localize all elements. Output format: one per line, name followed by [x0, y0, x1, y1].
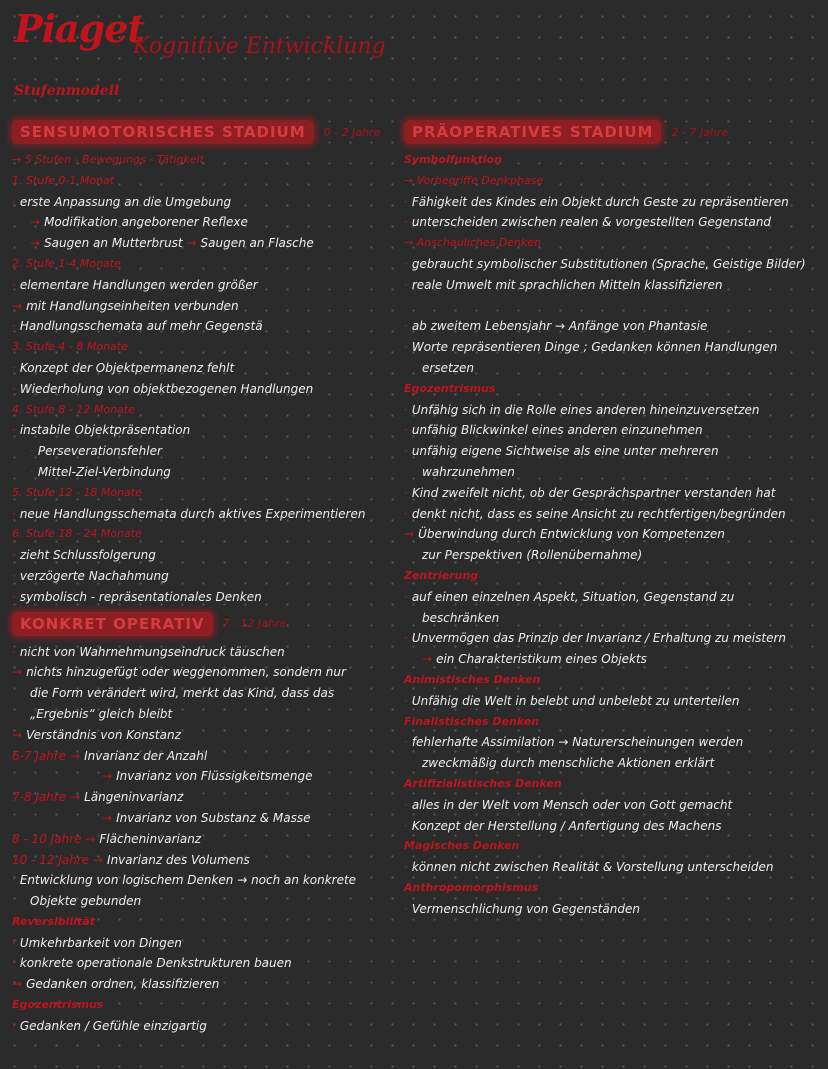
list-item: → Verständnis von Konstanz: [12, 727, 181, 742]
list-item: wahrzunehmen: [422, 464, 515, 479]
list-item: · denkt nicht, dass es seine Ansicht zu rechtfertigen/begründen: [404, 506, 786, 521]
heading-age: 0 - 2 Jahre: [323, 125, 381, 139]
section-heading-konkret-operativ: [12, 610, 402, 638]
invariance-row: 7-8 Jahre → Längeninvarianz: [12, 790, 184, 805]
sublabel-animistisch: Animistisches Denken: [404, 672, 541, 686]
stage-label: 4. Stufe 8 - 12 Monate: [12, 402, 135, 416]
list-item: · Kind zweifelt nicht, ob der Gesprächspartner verstanden hat: [404, 485, 776, 500]
stage-label: 1. Stufe 0-1 Monat: [12, 173, 115, 187]
right-column: [404, 116, 826, 919]
sublabel-magisch: Magisches Denken: [404, 839, 520, 853]
list-item: · symbolisch - repräsentationales Denken: [12, 589, 262, 604]
invariance-row: → Invarianz von Substanz & Masse: [102, 810, 311, 825]
list-item: · Gedanken / Gefühle einzigartig: [12, 1018, 207, 1033]
list-item: · reale Umwelt mit sprachlichen Mitteln klassifizieren: [404, 277, 723, 292]
list-item: die Form verändert wird, merkt das Kind, dass das: [30, 686, 335, 701]
list-item: · nicht von Wahrnehmungseindruck täuschen: [12, 644, 285, 659]
section-heading-praeoperativ: [404, 118, 826, 146]
list-item: · zieht Schlussfolgerung: [12, 548, 156, 563]
heading-age: 7 - 12 Jahre: [222, 617, 287, 631]
heading-label: SENSUMOTORISCHES STADIUM: [12, 120, 314, 144]
sublabel-egozentrismus: Egozentrismus: [12, 998, 104, 1012]
list-item: · Vermenschlichung von Gegenständen: [404, 901, 640, 916]
list-item: · Umkehrbarkeit von Dingen: [12, 935, 182, 950]
list-item: → ein Charakteristikum eines Objekts: [422, 652, 647, 667]
page-subtitle: Kognitive Entwicklung: [133, 34, 386, 59]
list-item: · Konzept der Herstellung / Anfertigung des Machens: [404, 818, 722, 833]
sub-note: → Vorbegriffe Denkphase: [404, 173, 544, 187]
list-item: · elementare Handlungen werden größer: [12, 277, 258, 292]
list-item: zweckmäßig durch menschliche Aktionen erklärt: [422, 756, 715, 771]
list-item: · Mittel-Ziel-Verbindung: [30, 464, 171, 479]
list-item: · Entwicklung von logischem Denken → noch an konkrete: [12, 873, 357, 888]
list-item: · Konzept der Objektpermanenz fehlt: [12, 360, 235, 375]
list-item: · instabile Objektpräsentation: [12, 423, 191, 438]
heading-label: KONKRET OPERATIV: [12, 612, 213, 636]
section-heading-sensumotorisch: [12, 118, 402, 146]
left-column: [12, 116, 402, 1037]
model-label: Stufenmodell: [14, 83, 120, 99]
list-item: Objekte gebunden: [30, 894, 142, 909]
list-item: · Fähigkeit des Kindes ein Objekt durch Geste zu repräsentieren: [404, 194, 789, 209]
list-item: · Perseverationsfehler: [30, 444, 162, 459]
list-item: · können nicht zwischen Realität & Vorstellung unterscheiden: [404, 860, 774, 875]
invariance-row: 6-7 Jahre → Invarianz der Anzahl: [12, 748, 208, 763]
sublabel-artifizialistisch: Artifizialistisches Denken: [404, 776, 562, 790]
heading-age: 2 - 7 Jahre: [671, 125, 729, 139]
list-item: · unfähig eigene Sichtweise als eine unter mehreren: [404, 444, 719, 459]
list-item: → Gedanken ordnen, klassifizieren: [12, 977, 220, 992]
list-item: · konkrete operationale Denkstrukturen bauen: [12, 956, 292, 971]
spacer: [404, 296, 826, 317]
list-item: „Ergebnis“ gleich bleibt: [30, 706, 173, 721]
sublabel-egozentrismus: Egozentrismus: [404, 381, 496, 395]
list-item: · unfähig Blickwinkel eines anderen einzunehmen: [404, 423, 703, 438]
list-item: · alles in der Welt vom Mensch oder von Gott gemacht: [404, 797, 733, 812]
list-item: · Unfähig die Welt in belebt und unbelebt zu unterteilen: [404, 693, 740, 708]
list-item: · Unvermögen das Prinzip der Invarianz / Erhaltung zu meistern: [404, 631, 787, 646]
list-item: zur Perspektiven (Rollenübernahme): [422, 548, 643, 563]
stages-note: → 5 Stufen - Bewegungs - Tätigkeit: [12, 153, 204, 166]
list-item: → Überwindung durch Entwicklung von Kompetenzen: [404, 527, 725, 542]
list-item: · fehlerhafte Assimilation → Naturerscheinungen werden: [404, 735, 744, 750]
list-item: · gebraucht symbolischer Substitutionen (Sprache, Geistige Bilder): [404, 256, 806, 271]
sublabel-symbolfunktion: Symbolfunktion: [404, 153, 502, 166]
stage-label: 6. Stufe 18 - 24 Monate: [12, 527, 142, 541]
list-item: · erste Anpassung an die Umgebung: [12, 194, 232, 209]
page-title: Piaget: [14, 6, 144, 51]
list-item: beschränken: [422, 610, 500, 625]
list-item: · auf einen einzelnen Aspekt, Situation, Gegenstand zu: [404, 589, 735, 604]
list-item: · Wiederholung von objektbezogenen Handlungen: [12, 381, 314, 396]
list-item: → nichts hinzugefügt oder weggenommen, sondern nur: [12, 665, 346, 680]
list-item: · Unfähig sich in die Rolle eines anderen hineinzuversetzen: [404, 402, 760, 417]
stage-label: 2. Stufe 1-4 Monate: [12, 256, 121, 270]
stage-label: 5. Stufe 12 - 18 Monate: [12, 485, 142, 499]
list-item: → Saugen an Mutterbrust → Saugen an Flasche: [30, 236, 314, 251]
list-item: · unterscheiden zwischen realen & vorgestellten Gegenstand: [404, 215, 772, 230]
list-item: → mit Handlungseinheiten verbunden: [12, 298, 239, 313]
stage-label: 3. Stufe 4 - 8 Monate: [12, 340, 128, 354]
sublabel-zentrierung: Zentrierung: [404, 568, 479, 582]
invariance-row: 10 - 12 Jahre → Invarianz des Volumens: [12, 852, 250, 867]
list-item: · verzögerte Nachahmung: [12, 568, 169, 583]
sublabel-anthropomorphismus: Anthropomorphismus: [404, 880, 539, 894]
sublabel-finalistisch: Finalistisches Denken: [404, 714, 540, 728]
heading-label: PRÄOPERATIVES STADIUM: [404, 120, 661, 144]
list-item: → Modifikation angeborener Reflexe: [30, 215, 248, 230]
list-item: · neue Handlungsschemata durch aktives Experimentieren: [12, 506, 366, 521]
sub-note: → Anschauliches Denken: [404, 236, 542, 250]
list-item: · Handlungsschemata auf mehr Gegenstä: [12, 319, 263, 334]
list-item: ersetzen: [422, 360, 474, 375]
invariance-row: 8 - 10 Jahre → Flächeninvarianz: [12, 831, 202, 846]
invariance-row: → Invarianz von Flüssigkeitsmenge: [102, 769, 313, 784]
list-item: · ab zweitem Lebensjahr → Anfänge von Phantasie: [404, 319, 708, 334]
list-item: · Worte repräsentieren Dinge ; Gedanken können Handlungen: [404, 340, 778, 355]
sublabel-reversibilitaet: Reversibilität: [12, 914, 95, 928]
